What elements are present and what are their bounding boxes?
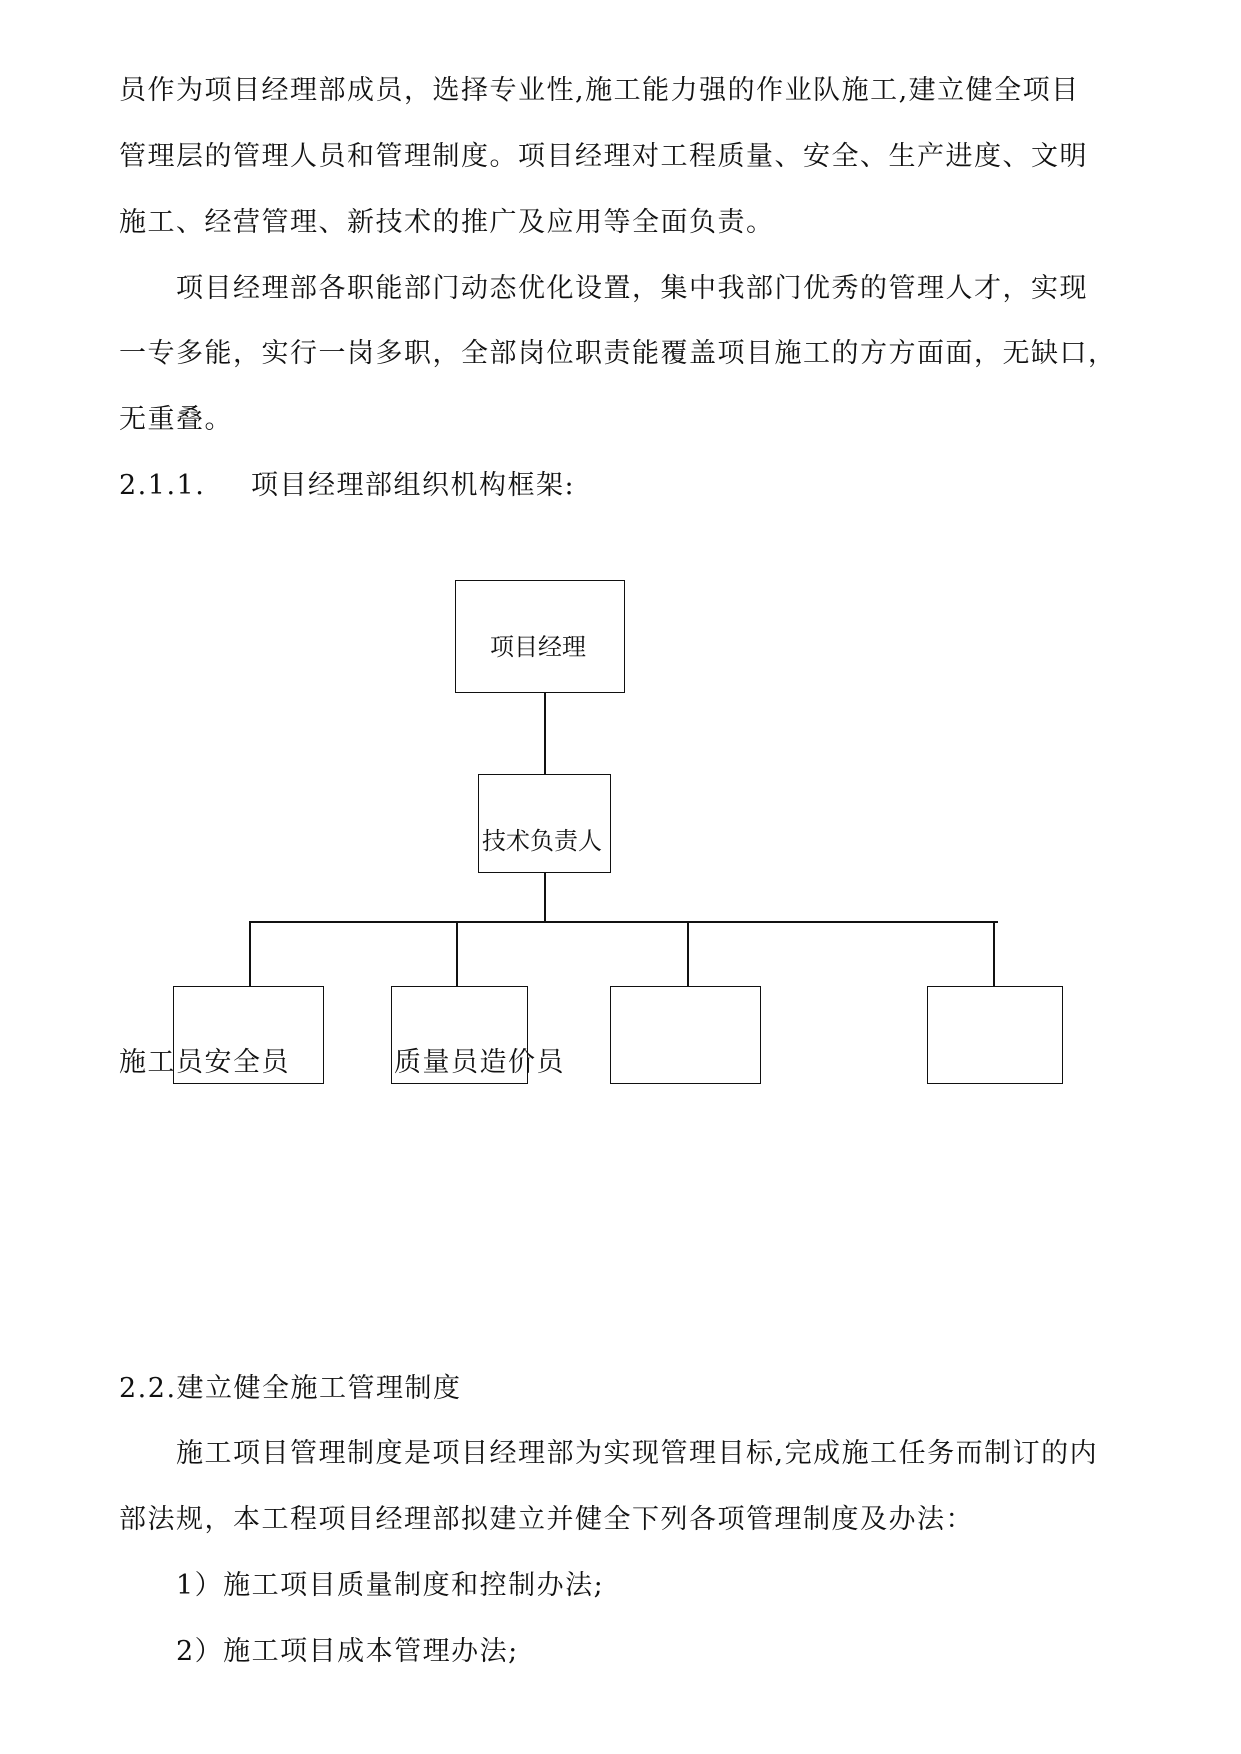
section-heading — [119, 469, 1129, 503]
list-item: 1）施工项目质量制度和控制办法; — [176, 1570, 605, 1601]
org-bus-line — [249, 921, 998, 923]
paragraph-line: 一专多能，实行一岗多职，全部岗位职责能覆盖项目施工的方方面面，无缺口， — [119, 338, 1117, 369]
org-label-bottom-left: 施工员安全员 — [119, 1047, 290, 1078]
section-number: 2.1.1. — [119, 470, 206, 501]
org-connector — [456, 921, 458, 986]
section-heading: 2.2.建立健全施工管理制度 — [119, 1373, 462, 1404]
paragraph-line: 管理层的管理人员和管理制度。项目经理对工程质量、安全、生产进度、文明 — [119, 141, 1088, 172]
org-box-middle — [478, 774, 611, 873]
org-label-bottom-mid: 质量员造价员 — [394, 1047, 565, 1078]
paragraph-line: 无重叠。 — [119, 404, 233, 435]
paragraph-line: 施工、经营管理、新技术的推广及应用等全面负责。 — [119, 207, 775, 238]
paragraph-line: 施工项目管理制度是项目经理部为实现管理目标,完成施工任务而制订的内 — [176, 1438, 1099, 1469]
org-connector — [993, 921, 995, 986]
org-box-bottom-4 — [927, 986, 1063, 1084]
paragraph-line: 员作为项目经理部成员，选择专业性,施工能力强的作业队施工,建立健全项目 — [119, 75, 1080, 106]
paragraph-line: 部法规，本工程项目经理部拟建立并健全下列各项管理制度及办法： — [119, 1504, 974, 1535]
org-connector — [249, 921, 251, 986]
list-item: 2）施工项目成本管理办法; — [176, 1636, 519, 1667]
org-label-top: 项目经理 — [490, 633, 586, 661]
org-connector — [687, 921, 689, 986]
org-label-middle: 技术负责人 — [482, 827, 602, 855]
org-box-bottom-3 — [610, 986, 761, 1084]
org-connector — [544, 873, 546, 922]
paragraph-line: 项目经理部各职能部门动态优化设置，集中我部门优秀的管理人才，实现 — [176, 273, 1088, 304]
section-title: 项目经理部组织机构框架: — [251, 470, 576, 501]
org-connector — [544, 693, 546, 774]
